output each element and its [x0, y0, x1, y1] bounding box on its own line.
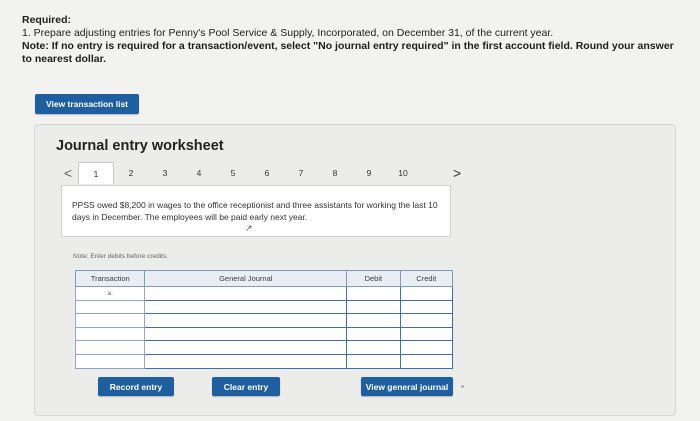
worksheet-title: Journal entry worksheet [56, 138, 224, 154]
table-row [76, 327, 453, 341]
page-tab-9[interactable]: 9 [366, 168, 372, 178]
transaction-cell [76, 327, 145, 341]
debit-input[interactable] [347, 354, 401, 368]
page-tab-6[interactable]: 6 [264, 168, 270, 178]
header-transaction: Transaction [76, 271, 145, 287]
account-input[interactable] [145, 341, 347, 355]
view-general-journal-button[interactable]: View general journal [361, 377, 453, 396]
header-general-journal: General Journal [145, 271, 347, 287]
journal-entry-worksheet [34, 124, 676, 416]
transaction-description: PPSS owed $8,200 in wages to the office receptionist and three assistants for working the last 10 days in December. The employees will be paid early next year. [61, 185, 451, 237]
table-row [76, 287, 453, 301]
page-tab-8[interactable]: 8 [332, 168, 338, 178]
next-page-icon[interactable]: > [453, 165, 462, 181]
view-transaction-list-button[interactable]: View transaction list [35, 94, 139, 114]
transaction-cell [76, 341, 145, 355]
account-input[interactable] [145, 354, 347, 368]
transaction-cell [76, 314, 145, 328]
instructions [22, 14, 682, 66]
credit-input[interactable] [400, 287, 452, 301]
credit-input[interactable] [400, 341, 452, 355]
table-row [76, 314, 453, 328]
table-row [76, 354, 453, 368]
header-debit: Debit [347, 271, 401, 287]
account-input[interactable] [145, 300, 347, 314]
debits-credits-note: Note: Enter debits before credits. [73, 253, 169, 260]
page-tab-5[interactable]: 5 [230, 168, 236, 178]
credit-input[interactable] [400, 327, 452, 341]
page-tab-1[interactable]: 1 [78, 162, 114, 184]
page-tab-2[interactable]: 2 [128, 168, 134, 178]
mouse-cursor-icon: ↗ [245, 223, 253, 233]
credit-input[interactable] [400, 300, 452, 314]
page-tab-3[interactable]: 3 [162, 168, 168, 178]
credit-input[interactable] [400, 354, 452, 368]
account-input[interactable] [145, 314, 347, 328]
header-credit: Credit [400, 271, 452, 287]
account-input[interactable] [145, 327, 347, 341]
debit-input[interactable] [347, 287, 401, 301]
required-note: Note: If no entry is required for a transaction/event, select "No journal entry required" in the first account field. Round your answer to nearest dollar. [22, 40, 674, 65]
debit-input[interactable] [347, 327, 401, 341]
account-input[interactable] [145, 287, 347, 301]
debit-input[interactable] [347, 341, 401, 355]
transaction-cell [76, 300, 145, 314]
debit-input[interactable] [347, 314, 401, 328]
table-row [76, 341, 453, 355]
page-tab-10[interactable]: 10 [398, 168, 408, 178]
worksheet-pager [58, 162, 468, 184]
table-row [76, 300, 453, 314]
required-heading: Required: [22, 14, 72, 26]
page-tab-4[interactable]: 4 [196, 168, 202, 178]
prev-page-icon[interactable]: < [63, 165, 73, 181]
transaction-cell [76, 354, 145, 368]
journal-entry-table [75, 270, 453, 369]
transaction-cell: a. [76, 287, 145, 301]
credit-input[interactable] [400, 314, 452, 328]
record-entry-button[interactable]: Record entry [98, 377, 174, 396]
dot-marker [461, 385, 464, 388]
page-tab-7[interactable]: 7 [298, 168, 304, 178]
required-instruction: 1. Prepare adjusting entries for Penny's Pool Service & Supply, Incorporated, on December 31, of the current year. [22, 27, 554, 39]
clear-entry-button[interactable]: Clear entry [212, 377, 280, 396]
debit-input[interactable] [347, 300, 401, 314]
